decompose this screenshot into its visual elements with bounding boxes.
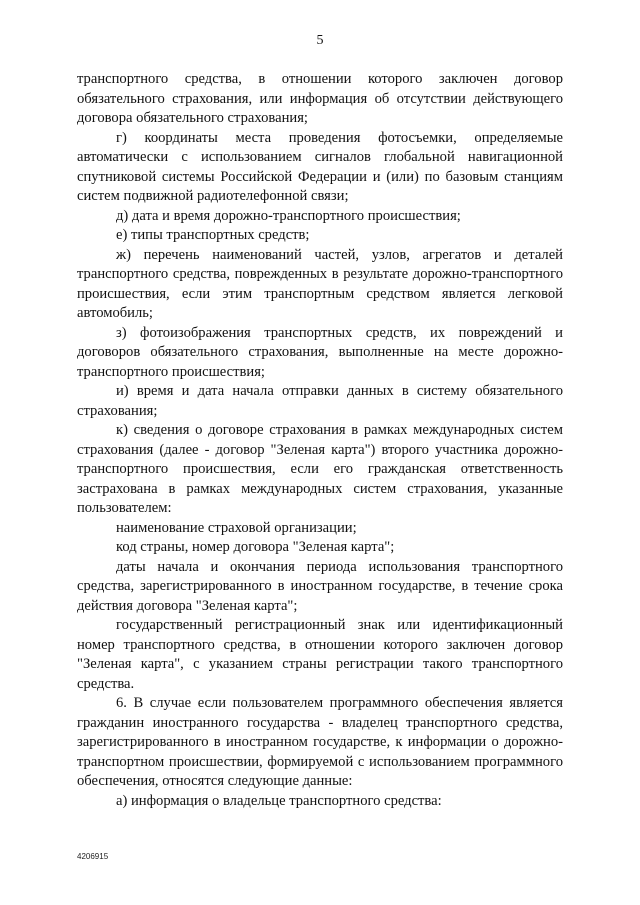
paragraph: наименование страховой организации; xyxy=(116,519,357,536)
paragraph: е) типы транспортных средств; xyxy=(116,227,310,243)
page-number: 5 xyxy=(316,33,324,48)
paragraph: ж) перечень наименований частей, узлов, агрегатов и деталей транспортного средства, поврежденных в результате дорожно-транспортного происшествия, если этим транспортным средством является легковой автомобиль; xyxy=(77,246,563,321)
paragraph: 6. В случае если пользователем программного обеспечения является гражданин иностранного государства - владелец транспортного средства, зарегистрированного в иностранном государстве, к информации о дорожно-транспортном происшествии, формируемой с использованием программного обеспечения, относятся следующие данные: xyxy=(77,695,563,789)
paragraph: транспортного средства, в отношении которого заключен договор обязательного страхования, или информация об отсутствии действующего договора обязательного страхования; xyxy=(77,71,563,126)
paragraph: к) сведения о договоре страхования в рамках международных систем страхования (далее - договор "Зеленая карта") второго участника дорожно-транспортного происшествия, если его гражданская ответственность застрахована в рамках международных систем страхования, указанные пользователем: xyxy=(77,422,563,516)
paragraph: даты начала и окончания периода использования транспортного средства, зарегистрированного в иностранном государстве, в течение срока действия договора "Зеленая карта"; xyxy=(77,558,563,614)
document-body xyxy=(77,70,563,811)
paragraph: з) фотоизображения транспортных средств, их повреждений и договоров обязательного страхования, выполненные на месте дорожно-транспортного происшествия; xyxy=(77,324,563,380)
paragraph: а) информация о владельце транспортного средства: xyxy=(116,792,442,809)
paragraph: и) время и дата начала отправки данных в систему обязательного страхования; xyxy=(77,383,563,419)
paragraph: г) координаты места проведения фотосъемки, определяемые автоматически с использованием сигналов глобальной навигационной спутниковой системы Российской Федерации и (или) по базовым станциям систем подвижной радиотелефонной связи; xyxy=(77,129,563,204)
document-id: 4206915 xyxy=(77,852,109,861)
paragraph: государственный регистрационный знак или идентификационный номер транспортного средства, в отношении которого заключен договор "Зеленая карта", с указанием страны регистрации такого транспортного средства. xyxy=(77,617,563,692)
paragraph: код страны, номер договора "Зеленая карта"; xyxy=(116,539,395,555)
paragraph: д) дата и время дорожно-транспортного происшествия; xyxy=(116,207,461,224)
